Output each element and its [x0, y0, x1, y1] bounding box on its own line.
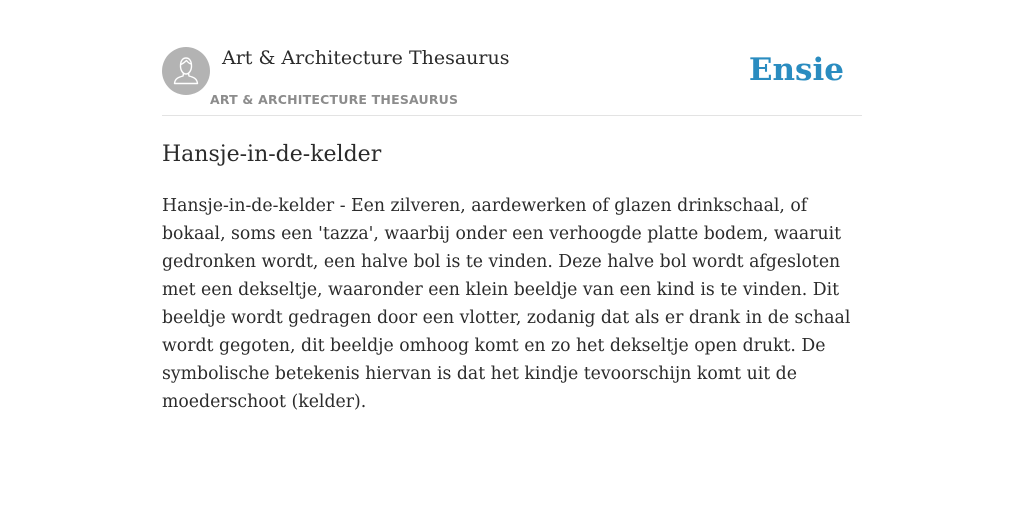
entry-header [162, 0, 862, 116]
entry-definition: Hansje-in-de-kelder - Een zilveren, aardewerken of glazen drinkschaal, of bokaal, soms een 'tazza', waarbij onder een verhoogde platte bodem, waaruit gedronken wordt, een halve bol is te vinden. Deze halve bol wordt afgesloten met een dekseltje, waaronder een klein beeldje van een kind is te vinden. Dit beeldje wordt gedragen door een vlotter, zodanig dat als er drank in de schaal wordt gegoten, dit beeldje omhoog komt en zo het dekseltje open drukt. De symbolische betekenis hiervan is dat het kindje tevoorschijn komt uit de moederschoot (kelder). [162, 196, 851, 412]
content-container [162, 0, 862, 412]
author-avatar[interactable] [162, 47, 210, 95]
user-silhouette-icon [162, 47, 210, 95]
author-name[interactable]: Art & Architecture Thesaurus [222, 47, 510, 69]
entry-title: Hansje-in-de-kelder [162, 142, 382, 167]
ensie-logo[interactable]: Ensie [748, 52, 844, 88]
category-label[interactable]: ART & ARCHITECTURE THESAURUS [210, 92, 459, 107]
